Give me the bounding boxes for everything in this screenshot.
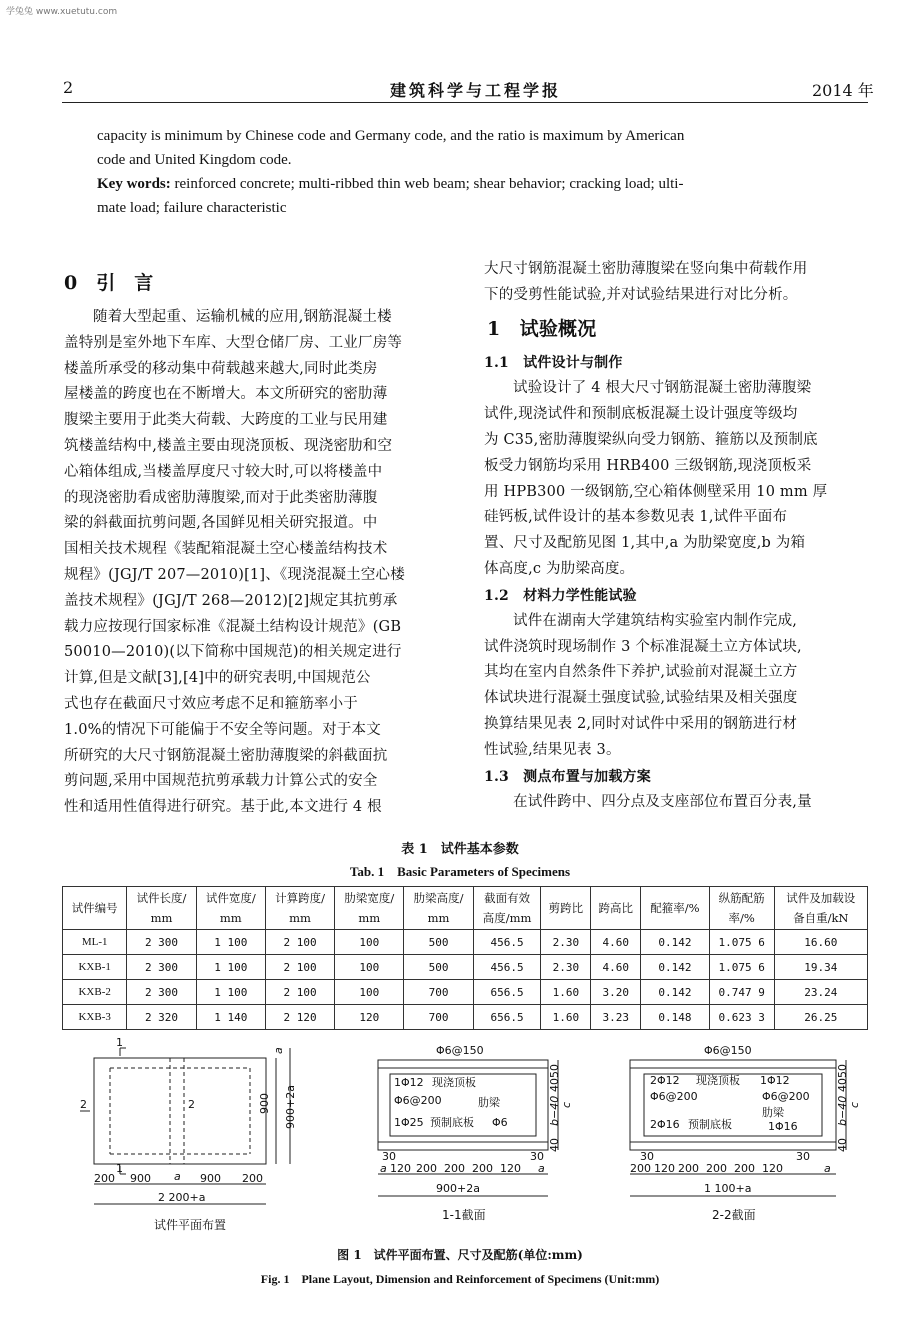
text-line: 50010—2010)(以下简称中国规范)的相关规定进行 [64, 644, 402, 661]
section-1-2-heading: 1.2 材料力学性能试验 [484, 587, 637, 604]
s22-top-rebar: Φ6@150 [704, 1044, 752, 1057]
s11-vdim: 50 [548, 1064, 561, 1078]
table-header-row [63, 887, 868, 930]
section-1-3-body [484, 790, 868, 816]
s22-dim: 200 [706, 1162, 727, 1175]
s22-label: 1Φ16 [768, 1120, 798, 1133]
table-header-cell [265, 887, 334, 930]
header-line: mm [289, 911, 311, 925]
plan-mark-center: 2 [188, 1098, 195, 1111]
s22-vdim: 40 [836, 1138, 849, 1152]
text-line: 用 HPB300 一级钢筋,空心箱体侧壁采用 10 mm 厚 [484, 483, 828, 500]
text-line: 试件在湖南大学建筑结构实验室内制作完成, [513, 612, 798, 629]
table-header-cell [591, 887, 641, 930]
header-line: 配箍率/% [650, 901, 700, 915]
year: 2014 年 [812, 81, 874, 100]
table-cell: 700 [404, 1005, 473, 1030]
text-line: 体高度,c 为肋梁高度。 [484, 560, 635, 577]
s11-dim: 120 [500, 1162, 521, 1175]
table-header-cell [335, 887, 404, 930]
table-cell: 2 100 [265, 980, 334, 1005]
text-line: 为 C35,密肋薄腹梁纵向受力钢筋、箍筋以及预制底 [484, 431, 818, 448]
keywords-line: reinforced concrete; multi-ribbed thin web beam; shear behavior; cracking load; ulti- [174, 176, 684, 192]
text-line: 在试件跨中、四分点及支座部位布置百分表,量 [513, 793, 812, 810]
s11-dim: 200 [444, 1162, 465, 1175]
s11-dim: a [538, 1162, 545, 1175]
text-line: 试验设计了 4 根大尺寸钢筋混凝土密肋薄腹梁 [513, 380, 812, 397]
s22-vdim: 40 [836, 1078, 849, 1092]
header-line: 截面有效 [484, 891, 531, 905]
table-cell: 19.34 [774, 955, 867, 980]
plan-dim: 200 [242, 1172, 263, 1185]
page-number: 2 [63, 78, 74, 97]
table-cell: 1 100 [196, 955, 265, 980]
text-line: 硅钙板,试件设计的基本参数见表 1,试件平面布 [484, 509, 788, 526]
s11-label: 现浇顶板 [432, 1076, 476, 1089]
text-line: 试件,现浇试件和预制底板混凝土设计强度等级均 [484, 406, 798, 423]
header-line: 试件编号 [71, 901, 118, 915]
header-line: 高度/mm [482, 911, 532, 925]
figure-1 [60, 1034, 870, 1239]
s11-dim: a [380, 1162, 387, 1175]
table-header-cell [641, 887, 710, 930]
text-line: 随着大型起重、运输机械的应用,钢筋混凝土楼 [93, 309, 392, 325]
s11-vdim: c [560, 1101, 573, 1108]
text-line: 规程》(JGJ/T 207—2010)[1]、《现浇混凝土空心楼 [64, 566, 405, 583]
header-line: 试件长度/ [136, 891, 187, 905]
s22-vdim: 50 [836, 1064, 849, 1078]
text-line: 屋楼盖的跨度也在不断增大。本文所研究的密肋薄 [64, 386, 388, 403]
table-cell: 1 140 [196, 1005, 265, 1030]
header-line: 试件宽度/ [205, 891, 256, 905]
table-header-cell [473, 887, 541, 930]
table-row [63, 980, 868, 1005]
text-line: 所研究的大尺寸钢筋混凝土密肋薄腹梁的斜截面抗 [64, 747, 388, 764]
table-cell: 656.5 [473, 980, 541, 1005]
table-cell: 26.25 [774, 1005, 867, 1030]
watermark: 学兔兔 www.xuetutu.com [6, 7, 118, 17]
table-cell: 4.60 [591, 955, 641, 980]
section-0-body [64, 305, 470, 821]
section-1-2-body [484, 609, 868, 764]
text-line: 板受力钢筋均采用 HRB400 三级钢筋,现浇顶板采 [484, 457, 812, 474]
s22-dim: 120 [654, 1162, 675, 1175]
header-line: 备自重/kN [793, 911, 849, 925]
plan-outline [94, 1058, 266, 1164]
text-line: 心箱体组成,当楼盖厚度尺寸较大时,可以将楼盖中 [64, 463, 383, 480]
text-line: 性和适用性值得进行研究。基于此,本文进行 4 根 [64, 799, 382, 816]
text-line: 国相关技术规程《装配箱混凝土空心楼盖结构技术 [64, 541, 388, 558]
table-1 [62, 886, 868, 1030]
header-line: mm [150, 911, 173, 925]
table-cell: 500 [404, 930, 473, 955]
text-line: 腹梁主要用于此类大荷载、大跨度的工业与民用建 [64, 412, 388, 429]
text-line: 载力应按现行国家标准《混凝土结构设计规范》(GB [64, 618, 402, 635]
plan-mark-left: 2 [80, 1098, 87, 1111]
plan-dim-outer: 900+2a [284, 1085, 297, 1129]
header-line: 计算跨度/ [275, 891, 325, 905]
table-cell: 0.142 [641, 955, 710, 980]
s22-label: 现浇顶板 [696, 1074, 740, 1087]
s11-total: 900+2a [436, 1182, 480, 1195]
s22-label: 肋梁 [762, 1106, 784, 1119]
text-line: 体试块进行混凝土强度试验,试验结果及相关强度 [484, 690, 798, 707]
table-cell: 2 300 [127, 980, 196, 1005]
s22-label: 预制底板 [688, 1118, 732, 1131]
s22-caption: 2-2截面 [712, 1208, 756, 1222]
table-cell: 1.60 [541, 1005, 591, 1030]
figure-caption-en: Fig. 1 Plane Layout, Dimension and Reinforcement of Specimens (Unit:mm) [260, 1272, 660, 1286]
table-cell: 456.5 [473, 930, 541, 955]
s11-label: 预制底板 [430, 1116, 474, 1129]
table-cell: 0.142 [641, 980, 710, 1005]
abstract-line: capacity is minimum by Chinese code and Germany code, and the ratio is maximum by American [97, 128, 685, 144]
keywords [97, 172, 867, 196]
s11-top-rebar: Φ6@150 [436, 1044, 484, 1057]
s22-vdim: b−40 [836, 1095, 849, 1126]
s22-dim: 200 [630, 1162, 651, 1175]
s22-total: 1 100+a [704, 1182, 752, 1195]
keywords-label: Key words: [97, 176, 171, 192]
text-line: 的现浇密肋看成密肋薄腹梁,而对于此类密肋薄腹 [64, 489, 378, 506]
s11-label: 肋梁 [478, 1096, 500, 1109]
header-line: 肋梁高度/ [413, 891, 464, 905]
text-line: 其均在室内自然条件下养护,试验前对混凝土立方 [484, 664, 798, 681]
s22-dim: 120 [762, 1162, 783, 1175]
table-cell: 0.142 [641, 930, 710, 955]
table-cell: 3.20 [591, 980, 641, 1005]
s22-dim: a [824, 1162, 831, 1175]
table-cell: 1 100 [196, 980, 265, 1005]
text-line: 试件浇筑时现场制作 3 个标准混凝土立方体试块, [484, 638, 802, 655]
text-line: 盖特别是室外地下车库、大型仓储厂房、工业厂房等 [64, 334, 403, 351]
section-1-1-body [484, 376, 868, 582]
table-cell: 100 [335, 955, 404, 980]
text-line: 筑楼盖结构中,楼盖主要由现浇顶板、现浇密肋和空 [64, 437, 393, 454]
s11-caption: 1-1截面 [442, 1208, 486, 1222]
table-cell: 0.148 [641, 1005, 710, 1030]
section-1-3-heading: 1.3 测点布置与加载方案 [484, 768, 651, 785]
text-line: 大尺寸钢筋混凝土密肋薄腹梁在竖向集中荷载作用 [484, 261, 808, 277]
s22-label: Φ6@200 [650, 1090, 698, 1103]
s11-label: 1Φ25 [394, 1116, 424, 1129]
header-line: mm [427, 911, 450, 925]
s11-dim: 200 [416, 1162, 437, 1175]
s11-dim: 30 [382, 1150, 396, 1163]
text-line: 1.0%的情况下可能偏于不安全等问题。对于本文 [64, 721, 381, 738]
abstract-line: code and United Kingdom code. [97, 152, 292, 168]
table-header-cell [196, 887, 265, 930]
header-line: 试件及加载设 [786, 891, 856, 905]
header-line: mm [358, 911, 381, 925]
table-cell: 100 [335, 930, 404, 955]
section-1-1-heading: 1.1 试件设计与制作 [484, 355, 623, 372]
table-header-cell [774, 887, 867, 930]
table-cell: 456.5 [473, 955, 541, 980]
right-column [484, 257, 868, 815]
plan-dim-top: a [272, 1047, 285, 1054]
plan-caption: 试件平面布置 [154, 1218, 227, 1232]
table-cell: 2.30 [541, 955, 591, 980]
s22-dim: 30 [640, 1150, 654, 1163]
table-cell: 16.60 [774, 930, 867, 955]
text-line: 置、尺寸及配筋见图 1,其中,a 为肋梁宽度,b 为箱 [484, 535, 806, 552]
s22-label: 2Φ16 [650, 1118, 680, 1131]
s11-label: Φ6@200 [394, 1094, 442, 1107]
table-cell: KXB-2 [63, 980, 127, 1005]
keywords-line: mate load; failure characteristic [97, 200, 287, 216]
s22-label: 2Φ12 [650, 1074, 680, 1087]
table-title-en: Tab. 1 Basic Parameters of Specimens [349, 864, 571, 879]
table-cell: KXB-1 [63, 955, 127, 980]
table-cell: 23.24 [774, 980, 867, 1005]
s11-dim: 30 [530, 1150, 544, 1163]
text-line: 梁的斜截面抗剪问题,各国鲜见相关研究报道。中 [64, 515, 378, 532]
table-cell: 100 [335, 980, 404, 1005]
header-line: 肋梁宽度/ [344, 891, 395, 905]
s11-label: 1Φ12 [394, 1076, 424, 1089]
section-1-heading: 1 试验概况 [487, 317, 597, 340]
text-line: 盖技术规程》(JGJ/T 268—2012)[2]规定其抗剪承 [64, 592, 398, 609]
table-cell: 1 100 [196, 930, 265, 955]
s11-dim: 120 [390, 1162, 411, 1175]
text-line: 性试验,结果见表 3。 [484, 741, 621, 758]
figure-caption-cn: 图 1 试件平面布置、尺寸及配筋(单位:mm) [337, 1248, 583, 1262]
table-cell: KXB-3 [63, 1005, 127, 1030]
header-line: 跨高比 [598, 901, 633, 915]
s22-dim: 200 [734, 1162, 755, 1175]
table-cell: 700 [404, 980, 473, 1005]
table-cell: 0.747 9 [709, 980, 774, 1005]
table-row [63, 930, 868, 955]
plan-dim: 200 [94, 1172, 115, 1185]
table-cell: 656.5 [473, 1005, 541, 1030]
plan-mark-bottom: 1 [116, 1162, 123, 1175]
abstract-tail [97, 124, 867, 220]
header-line: 剪跨比 [548, 901, 584, 915]
text-line: 换算结果见表 2,同时对试件中采用的钢筋进行材 [484, 715, 798, 732]
table-cell: 2 100 [265, 930, 334, 955]
table-cell: 120 [335, 1005, 404, 1030]
table-cell: 500 [404, 955, 473, 980]
header-rule [62, 102, 868, 103]
table-cell: 1.075 6 [709, 930, 774, 955]
header-line: mm [219, 911, 242, 925]
s11-label: Φ6 [492, 1116, 508, 1129]
text-line: 式也存在截面尺寸效应考虑不足和箍筋率小于 [64, 695, 358, 712]
table-header-cell [404, 887, 473, 930]
table-cell: 2.30 [541, 930, 591, 955]
table-cell: 1.60 [541, 980, 591, 1005]
table-cell: 2 120 [265, 1005, 334, 1030]
table-row [63, 955, 868, 980]
plan-dim: 900 [130, 1172, 151, 1185]
plan-dim-inner: 900 [258, 1093, 271, 1114]
s22-label: Φ6@200 [762, 1090, 810, 1103]
intro-continuation [484, 257, 868, 309]
text-line: 计算,但是文献[3],[4]中的研究表明,中国规范公 [64, 670, 371, 687]
plan-dim: 900 [200, 1172, 221, 1185]
plan-total: 2 200+a [158, 1191, 206, 1204]
s11-vdim: b−40 [548, 1095, 561, 1126]
table-header-cell [541, 887, 591, 930]
table-cell: 2 300 [127, 955, 196, 980]
header-line: 纵筋配筋 [718, 891, 765, 905]
table-cell: 2 320 [127, 1005, 196, 1030]
table-row [63, 1005, 868, 1030]
s11-dim: 200 [472, 1162, 493, 1175]
table-cell: 2 300 [127, 930, 196, 955]
header-line: 率/% [728, 911, 755, 925]
table-title-cn: 表 1 试件基本参数 [401, 842, 519, 857]
plan-dim: a [174, 1170, 181, 1183]
table-cell: 3.23 [591, 1005, 641, 1030]
table-header-cell [709, 887, 774, 930]
table-cell: 4.60 [591, 930, 641, 955]
table-cell: 1.075 6 [709, 955, 774, 980]
section-0-heading: 0 引 言 [64, 272, 154, 294]
journal-title: 建筑科学与工程学报 [390, 81, 562, 100]
text-line: 楼盖所承受的移动集中荷载越来越大,同时此类房 [64, 360, 378, 377]
s22-dim: 200 [678, 1162, 699, 1175]
table-header-cell [63, 887, 127, 930]
plan-mark-top: 1 [116, 1036, 123, 1049]
text-line: 下的受剪性能试验,并对试验结果进行对比分析。 [484, 286, 798, 303]
table-cell: 2 100 [265, 955, 334, 980]
s22-vdim: c [848, 1101, 861, 1108]
table-cell: 0.623 3 [709, 1005, 774, 1030]
table-cell: ML-1 [63, 930, 127, 955]
s11-vdim: 40 [548, 1138, 561, 1152]
s11-vdim: 40 [548, 1078, 561, 1092]
table-header-cell [127, 887, 196, 930]
s22-label: 1Φ12 [760, 1074, 790, 1087]
s22-dim: 30 [796, 1150, 810, 1163]
text-line: 剪问题,采用中国规范抗剪承载力计算公式的安全 [64, 773, 378, 790]
